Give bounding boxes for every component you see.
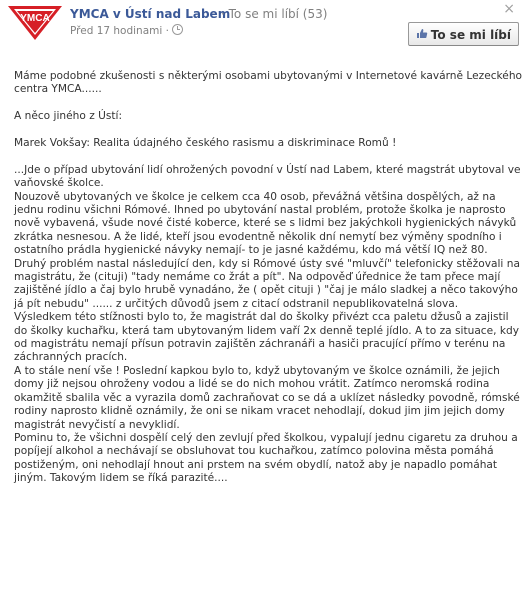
close-icon[interactable]: × <box>503 1 515 17</box>
paragraph-1: Máme podobné zkušenosti s některými osobami ubytovanými v Internetové kavárně Lezeckého centra YMCA...... <box>14 70 523 96</box>
paragraph-5: Nouzově ubytovaných ve školce je celkem cca 40 osob, převážná většina dospělých, až na jednu rodinu všichni Rómové. Ihned po ubytování nastal problém, protože školka je naprosto nově vybavená, všude nové čisté koberce, které se s lidmi bez jakýchkoli hygienických návyků zkrátka nesnesou. A že lidé, kteří jsou evodentně několik dní nemytí bez výměny spodního i ostatního prádla hygienické návyky nemají- to je jasné každému, kdo má větší IQ než 80. <box>14 190 517 257</box>
post-time-text: Před 17 hodinami · <box>70 25 169 37</box>
paragraph-2: A něco jiného z Ústí: <box>14 110 123 123</box>
paragraph-6: Druhý problém nastal následující den, kdy si Rómové ústy své "mluvčí" telefonicky stěžovali na magistrátu, že (cituji) "tady nemáme co žrát a pít". Na odpověď úřednice že tam přece mají zajištěné jídlo a čaj bylo hrubě vynadáno, že ( opět cituji ) "čaj je málo sladkej a něco takovýho já pít nebudu" ...... z určitých důvodů jsem z citací odstranil nepublikovatelná slova. <box>14 257 520 310</box>
post-timestamp[interactable] <box>70 24 183 37</box>
blank-line <box>14 150 522 163</box>
paragraph-3: Marek Vokšay: Realita údajného českého rasismu a diskriminace Romů ! <box>14 137 397 149</box>
like-button-label: To se mi líbí <box>430 28 511 42</box>
ymca-logo[interactable] <box>8 6 62 40</box>
blank-line <box>14 124 522 137</box>
paragraph-7: Výsledkem této stížnosti bylo to, že magistrát dal do školky přivézt cca paletu džusů a zajistil do školky kuchařku, která tam ubytovaným lidem vaří 2x denně teplé jídlo. A to za situace, kdy od magistrátu nemají přísun potravin zajištěn záchranáři a hasiči pracující přímo v terénu na záchranných pracích. <box>14 311 520 364</box>
paragraph-8: A to stále není vše ! Poslední kapkou bylo to, když ubytovaným ve školce oznámili, že jejich domy již nejsou ohroženy vodou a lidé se do nich mohou vrátit. Zatímco neromská rodina okamžitě sbalila věc a vyrazila domů zachraňovat co se dá a uklízet následky povodně, rómské rodiny naprosto klidně oznámily, že oni se nikam vracet nehodlají, dokud jim jim jejich domy magistrát nevyčistí a nevyklidí. <box>14 364 520 431</box>
like-count[interactable]: · To se mi líbí (53) <box>221 7 328 21</box>
paragraph-9: Pominu to, že všichni dospělí celý den zevlují před školkou, vypalují jednu cigaretu za druhou a popíjejí alkohol a nechávají se obsluhovat tou kuchařkou, zatímco polovina města pomáhá postiženým, oni nehodlají hnout ani prstem na svém obydlí, natož aby je napadlo pomáhat jiným. Takovým lidem se říká parazité.... <box>14 431 518 485</box>
logo-text: YMCA <box>20 13 50 24</box>
like-button[interactable] <box>408 22 519 46</box>
thumbs-up-icon <box>416 23 428 47</box>
page-name-link[interactable]: YMCA v Ústí nad Labem <box>70 7 231 21</box>
post-header <box>0 0 527 56</box>
paragraph-4: ...Jde o případ ubytování lidí ohrožených povodní v Ústí nad Labem, které magstrát ubytoval ve vaňovské školce. <box>14 163 521 190</box>
post-body <box>14 70 522 486</box>
clock-icon <box>172 24 183 35</box>
blank-line <box>14 97 522 110</box>
